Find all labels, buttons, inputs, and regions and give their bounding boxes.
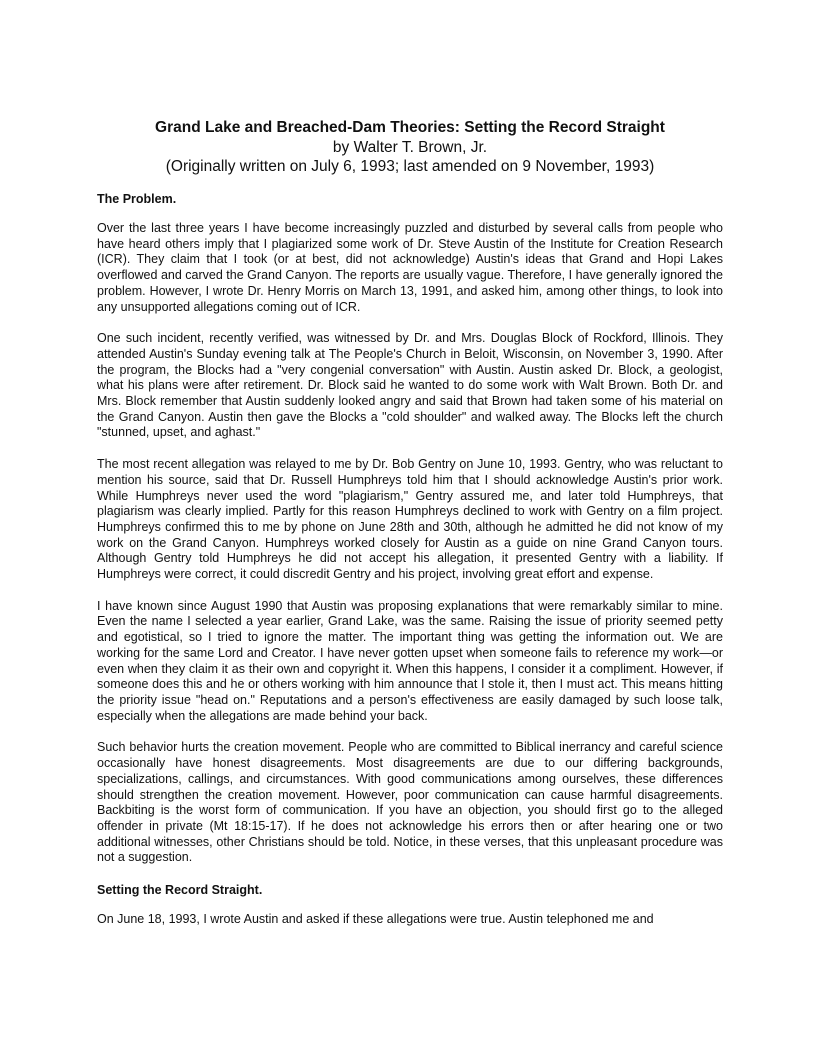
section-the-problem [97,191,723,866]
document-dateline: (Originally written on July 6, 1993; last amended on 9 November, 1993) [165,158,655,175]
paragraph: I have known since August 1990 that Austin was proposing explanations that were remarkably similar to mine. Even the name I selected a year earlier, Grand Lake, was the same. Raising the issue of priority seemed petty and egotistical, so I tried to ignore the matter. The important thing was getting the information out. We are working for the same Lord and Creator. I have never gotten upset when someone fails to reference my work—or even when they claim it as their own and copyright it. When this happens, I consider it a compliment. However, if someone does this and he or others working with him announce that I stole it, then I must act. This means hitting the priority issue "head on." Reputations and a person's effectiveness are easily damaged by such loose talk, especially when the allegations are made behind your back. [97,598,723,723]
section-setting-the-record-straight [97,882,723,928]
paragraph: The most recent allegation was relayed to me by Dr. Bob Gentry on June 10, 1993. Gentry, who was reluctant to mention his source, said that Dr. Russell Humphreys told him that I should acknowledge Austin's prior work. While Humphreys never used the word "plagiarism," Gentry assured me, and later told Humphreys, that plagiarism was clearly implied. Partly for this reason Humphreys declined to work with Gentry on a film project. Humphreys confirmed this to me by phone on June 28th and 30th, although he admitted he did not know of my work on the Grand Canyon. Humphreys worked closely for Austin as a guide on nine Grand Canyon tours. Although Gentry told Humphreys he did not accept his allegation, it presented Gentry with a liability. If Humphreys were correct, it could discredit Gentry and his project, involving great effort and expense. [97,457,723,582]
document-byline: by Walter T. Brown, Jr. [332,139,488,156]
document-header [97,118,723,176]
paragraph: One such incident, recently verified, was witnessed by Dr. and Mrs. Douglas Block of Rockford, Illinois. They attended Austin's Sunday evening talk at The People's Church in Beloit, Wisconsin, on November 3, 1990. After the program, the Blocks had a "very congenial conversation" with Austin. Austin asked Dr. Block, a geologist, what his plans were after retirement. Dr. Block said he wanted to do some work with Walt Brown. Both Dr. and Mrs. Block remember that Austin suddenly looked angry and said that Brown had taken some of his material on the Grand Canyon. Austin then gave the Blocks a "cold shoulder" and walked away. The Blocks left the church "stunned, upset, and aghast." [97,331,723,440]
paragraph: Over the last three years I have become increasingly puzzled and disturbed by several calls from people who have heard others imply that I plagiarized some work of Dr. Steve Austin of the Institute for Creation Research (ICR). They claim that I took (or at best, did not acknowledge) Austin's ideas that Grand and Hopi Lakes overflowed and carved the Grand Canyon. The reports are usually vague. Therefore, I have generally ignored the problem. However, I wrote Dr. Henry Morris on March 13, 1991, and asked him, among other things, to look into any unsupported allegations coming out of ICR. [97,221,723,314]
paragraph: Such behavior hurts the creation movement. People who are committed to Biblical inerrancy and careful science occasionally have honest disagreements. Most disagreements are due to our differing backgrounds, specializations, callings, and circumstances. With good communications among ourselves, these differences should strengthen the creation movement. However, poor communication can cause harmful disagreements. Backbiting is the worst form of communication. If you have an objection, you should first go to the alleged offender in private (Mt 18:15-17). If he does not acknowledge his errors then or after hearing one or two additional witnesses, other Christians should be told. Notice, in these verses, that this unpleasant procedure was not a suggestion. [97,740,723,865]
section-heading: The Problem. [97,192,177,206]
document-title: Grand Lake and Breached-Dam Theories: Setting the Record Straight [155,119,665,136]
section-heading: Setting the Record Straight. [97,883,263,898]
paragraph: On June 18, 1993, I wrote Austin and asked if these allegations were true. Austin telephoned me and [97,912,654,927]
document-page [97,118,723,944]
